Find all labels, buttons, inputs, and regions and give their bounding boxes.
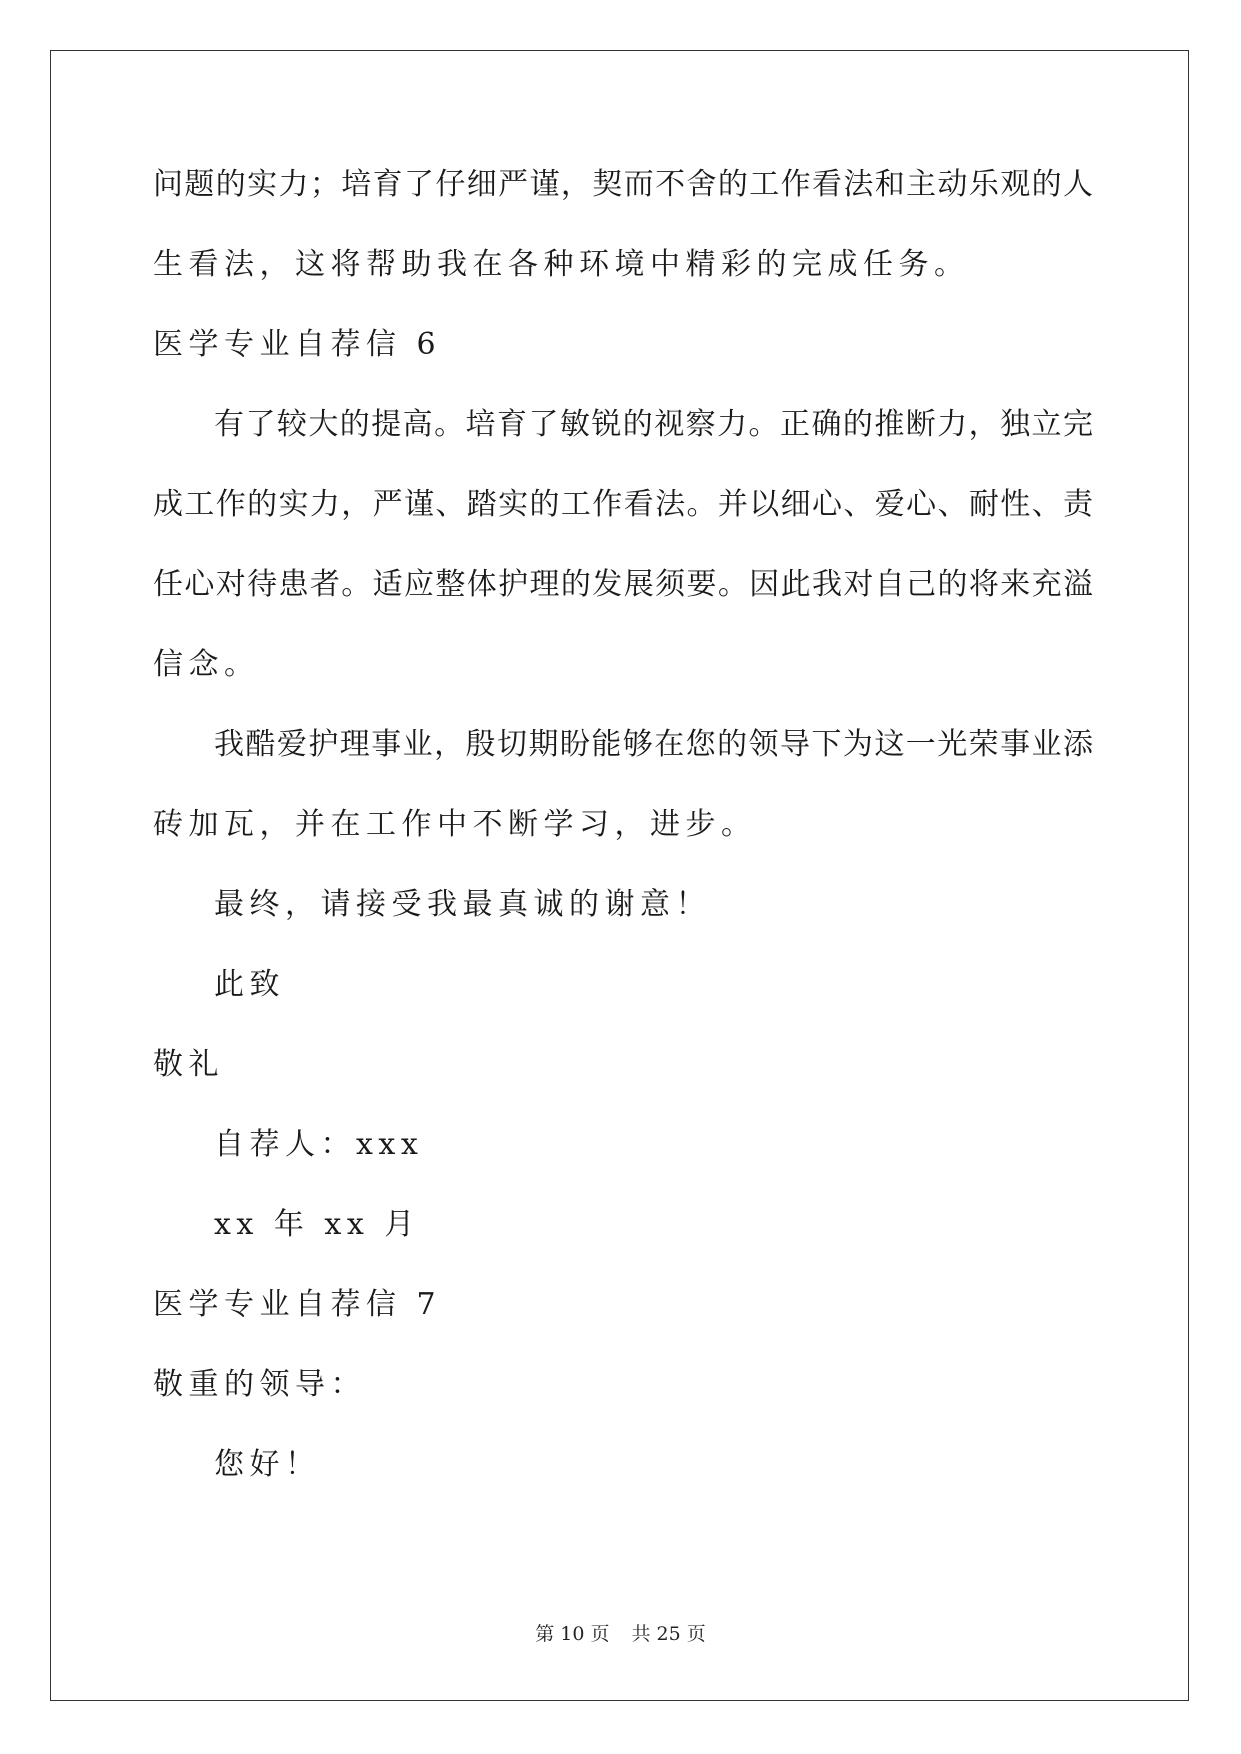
letter-greeting: 敬重的领导： [153,1367,366,1402]
page-footer [0,1622,1241,1646]
body-paragraph-line: 信念。 [153,647,260,682]
section-heading: 医学专业自荐信 7 [153,1287,442,1322]
page-number: 第 10 页 [535,1623,610,1645]
body-paragraph-line: 有了较大的提高。培育了敏锐的视察力。正确的推断力，独立完 [214,407,1093,442]
signature-line: 自荐人：xxx [214,1127,424,1162]
letter-hello: 您好！ [214,1447,321,1482]
body-paragraph-line: 生看法，这将帮助我在各种环境中精彩的完成任务。 [153,247,970,282]
date-line: xx 年 xx 月 [214,1207,420,1242]
body-paragraph-line: 我酷爱护理事业，殷切期盼能够在您的领导下为这一光荣事业添 [214,727,1093,762]
closing-regards: 敬礼 [153,1047,224,1082]
body-paragraph-line: 问题的实力；培育了仔细严谨，契而不舍的工作看法和主动乐观的人 [153,167,1093,202]
section-heading: 医学专业自荐信 6 [153,327,442,362]
closing-thanks: 最终，请接受我最真诚的谢意！ [214,887,711,922]
closing-salutation: 此致 [214,967,285,1002]
body-paragraph-line: 成工作的实力，严谨、踏实的工作看法。并以细心、爱心、耐性、责 [153,487,1093,522]
body-paragraph-line: 任心对待患者。适应整体护理的发展须要。因此我对自己的将来充溢 [153,567,1093,602]
body-paragraph-line: 砖加瓦，并在工作中不断学习，进步。 [153,807,757,842]
page-total: 共 25 页 [631,1623,706,1645]
